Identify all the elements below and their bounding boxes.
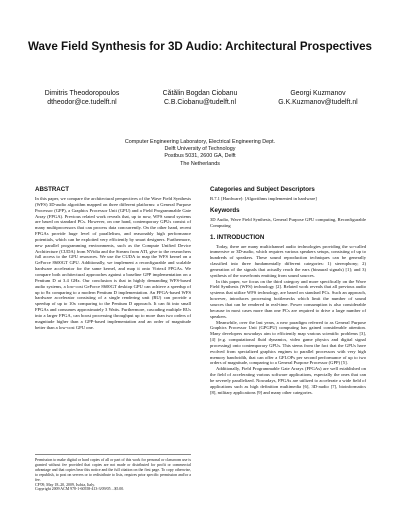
- keywords-text: 3D Audio, Wave Field Synthesis, General Purpose GPU computing, Reconfigurable Computing: [210, 216, 366, 228]
- intro-paragraph: Today, there are many multichannel audio technologies providing the so-called immersive or 3D-audio, which requires various speakers setups, consisting of up to hundreds of speakers. These sound reproduction techniques can be generally classified into three fundamentally different categories: 1) stereophony; 2) generation of the signals that actually reach the ears (binaural signals) [1]; and 3) synthesis of the wavefronts emitting from sound sources.: [210, 243, 366, 278]
- author-email: dtheodor@ce.tudelft.nl: [47, 99, 117, 106]
- author-name: Cătălin Bogdan Ciobanu: [162, 90, 238, 97]
- affiliation-line: Computer Engineering Laboratory, Electrical Engineering Dept.: [124, 139, 276, 145]
- footnote-divider: [35, 454, 191, 455]
- footnote-copyright: Copyright 2009 ACM 978-1-60558-413-3/09/05 ...$5.00.: [35, 487, 125, 492]
- footnote-permission: Permission to make digital or hard copies of all or part of this work for personal or classroom use is granted without fee provided that copies are not made or distributed for profit or commercial advantage and that copies bear this notice and the full citation on the first page. To copy otherwise, to republish, to post on servers or to redistribute to lists, requires prior specific permission and/or a fee.: [35, 458, 191, 482]
- abstract-text: In this paper, we compare the architectural perspectives of the Wave Field Synthesis (WFS) 3D-audio algorithm mapped on three different platforms: a General Purpose Processor (GPP), a Graphics Processor Unit (GPU) and a Field Programmable Gate Array (FPGA). Previous related work reveals that, up to now, WFS sound systems are based on standard PCs. However, on one hand, contemporary GPUs consist of many multiprocessors that can process data concurrently. On the other hand, recent FPGAs provide huge level of parallelism, and reasonably high performance potentials, which can be exploited very efficiently by smart designers. Furthermore, new parallel programming environments, such as the Compute Unified Device Architecture (CUDA) from NVidia and the Stream from ATI, give to the researchers full access to the GPU resources. We use the CUDA to map the WFS kernel on a GeForce 8600GT GPU. Additionally, we implement a reconfigurable and scalable hardware accelerator for the same kernel, and map it onto Virtex4 FPGAs. We compare both architectural approaches against a baseline GPP implementation on a Pentium D at 3.4 GHz. Our conclusion is that in highly demanding WFS-based audio systems, a low-cost GeForce 8600GT desktop GPU can achieve a speedup of up to 8x comparing to a modern Pentium D implementation. An FPGA-based WFS hardware accelerator consisting of a single rendering unit (RU) can provide a speedup of up to 10x comparing to the Pentium D approach. It can fit into small FPGAs and consumes approximately 3 Watts. Furthermore, cascading multiple RUs into a larger FPGA, can boost processing throughput up to more than two orders of magnitude higher than a GPP-based implementation and an order of magnitude better than a low-cost GPU one.: [35, 196, 191, 330]
- intro-paragraph: Additionally, Field Programmable Gate Arrays (FPGAs) are well established on the field of accelerating various software applications, especially the ones that can be severely parallelized. Nowadays, FPGAs are utilized to accelerate a wide field of applications such as high definition multimedia [6], 3D-audio [7], bioinformatics [8], military applications [9] and many other categories.: [210, 366, 366, 395]
- author-email: G.K.Kuzmanov@tudelft.nl: [278, 99, 358, 106]
- right-column: [210, 186, 366, 395]
- author-name: Dimitris Theodoropoulos: [44, 90, 120, 97]
- author-3: [258, 89, 378, 107]
- footnote-venue: CF'09, May 18–20, 2009, Ischia, Italy.: [35, 482, 95, 487]
- left-column: [35, 186, 191, 330]
- author-email: C.B.Ciobanu@tudelft.nl: [163, 99, 237, 106]
- copyright-footnote: [35, 454, 191, 492]
- paper-title: Wave Field Synthesis for 3D Audio: Architectural Prospectives: [27, 40, 373, 53]
- intro-paragraph: In this paper, we focus on the third category and more specifically on the Wave Field Synthesis (WFS) technology [2]. Related work reveals that all previous audio systems that utilize WFS technology, are based on standard PCs. Such an approach, however, introduces processing bottlenecks which limit the number of sound sources that can be rendered in real-time. Power consumption is also considerable because in most cases more than one PCs are required to drive a large number of speakers.: [210, 278, 366, 319]
- affiliation-line: Delft University of Technology: [164, 146, 236, 153]
- author-2: [140, 89, 260, 107]
- abstract-heading: ABSTRACT: [35, 186, 70, 193]
- affiliation-line: Postbus 5031, 2600 GA, Delft: [164, 153, 236, 160]
- keywords-heading: Keywords: [210, 206, 240, 214]
- author-block: [0, 89, 400, 129]
- affiliation-line: The Netherlands: [180, 160, 220, 167]
- categories-text: B.7.1 [Hardware]: [Algorithms implemented in hardware]: [210, 196, 317, 201]
- author-name: Georgi Kuzmanov: [290, 90, 346, 97]
- categories-heading: Categories and Subject Descriptors: [210, 186, 315, 193]
- author-1: [22, 89, 142, 107]
- introduction-heading: 1. INTRODUCTION: [210, 233, 265, 241]
- affiliation: [50, 139, 350, 168]
- intro-paragraph: Meanwhile, over the last years, a new paradigm referred to as General Purpose Graphics Processor Unit (GPGPU) computing has gained considerable attention. Many developers nowadays aim to efficiently map various scientific problems [3], [4] (e.g. computational fluid dynamics, video game physics and digital signal processing) onto contemporary GPUs. This stems from the fact that the GPUs have evolved from specialized graphics engines to parallel processors with very high memory bandwidth, that can offer a GFLOPs per second performance of up to two orders of magnitude, comparing to a General Purpose Processor (GPP) [5].: [210, 319, 366, 366]
